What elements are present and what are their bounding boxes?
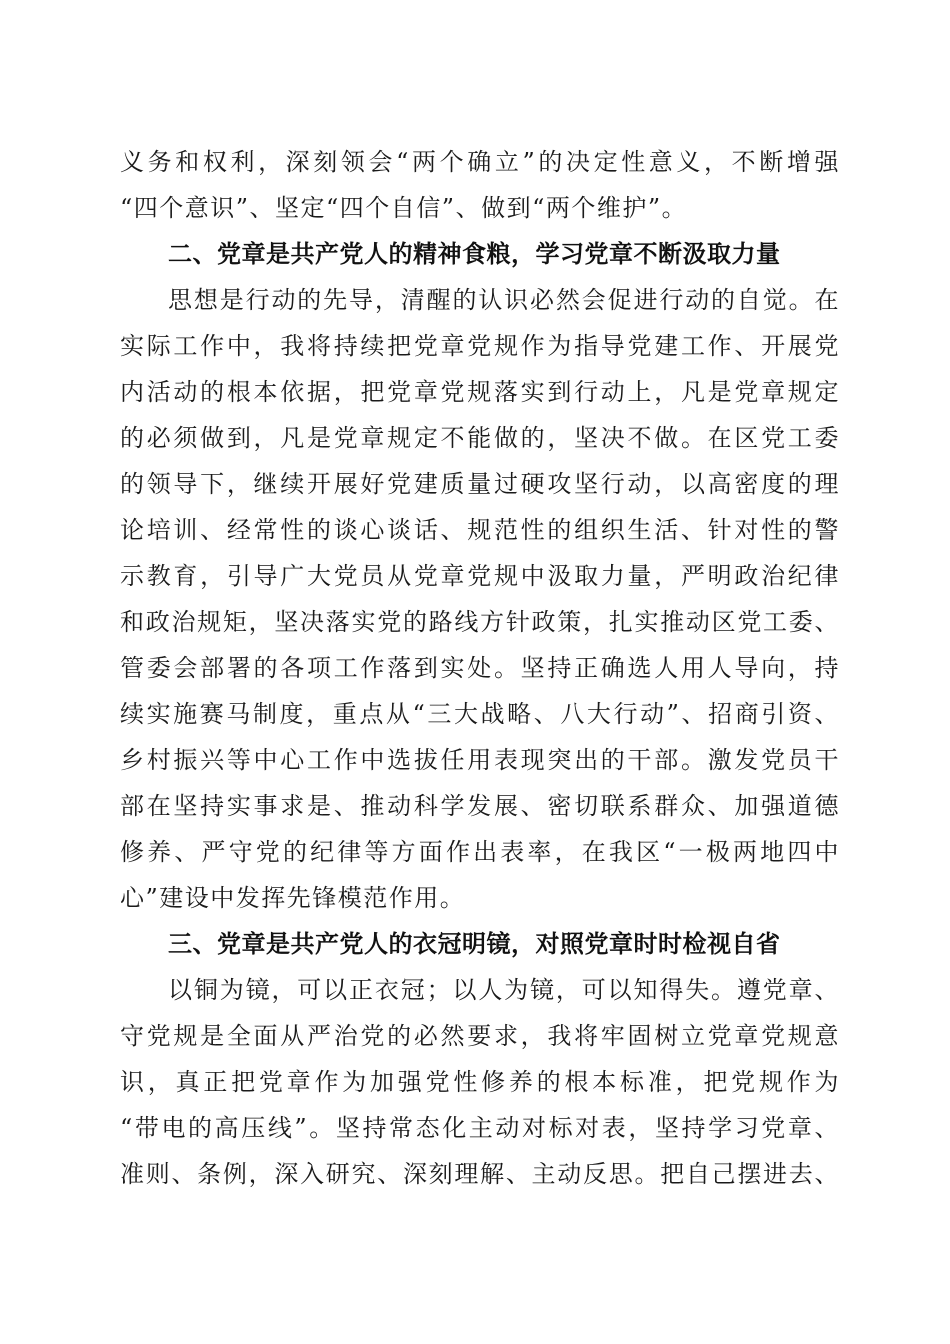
paragraph-line: 修养、严守党的纪律等方面作出表率，在我区“一极两地四中 bbox=[120, 838, 840, 866]
paragraph-line: 乡村振兴等中心工作中选拔任用表现突出的干部。激发党员干 bbox=[120, 746, 840, 774]
paragraph-line: 义务和权利，深刻领会“两个确立”的决定性意义，不断增强 bbox=[120, 148, 840, 176]
paragraph-line: 准则、条例，深入研究、深刻理解、主动反思。把自己摆进去、 bbox=[120, 1160, 840, 1188]
paragraph-line: 示教育，引导广大党员从党章党规中汲取力量，严明政治纪律 bbox=[120, 562, 840, 590]
paragraph-line: “带电的高压线”。坚持常态化主动对标对表，坚持学习党章、 bbox=[120, 1114, 840, 1142]
paragraph-line: 守党规是全面从严治党的必然要求，我将牢固树立党章党规意 bbox=[120, 1022, 840, 1050]
section-heading-3: 三、党章是共产党人的衣冠明镜，对照党章时时检视自省 bbox=[168, 930, 781, 958]
paragraph-line: 以铜为镜，可以正衣冠；以人为镜，可以知得失。遵党章、 bbox=[168, 976, 840, 1004]
paragraph-line: 部在坚持实事求是、推动科学发展、密切联系群众、加强道德 bbox=[120, 792, 840, 820]
paragraph-line: “四个意识”、坚定“四个自信”、做到“两个维护”。 bbox=[120, 194, 688, 222]
paragraph-line: 的领导下，继续开展好党建质量过硬攻坚行动，以高密度的理 bbox=[120, 470, 840, 498]
paragraph-line: 管委会部署的各项工作落到实处。坚持正确选人用人导向，持 bbox=[120, 654, 840, 682]
paragraph-line: 实际工作中，我将持续把党章党规作为指导党建工作、开展党 bbox=[120, 332, 840, 360]
section-heading-2: 二、党章是共产党人的精神食粮，学习党章不断汲取力量 bbox=[168, 240, 781, 268]
paragraph-line: 思想是行动的先导，清醒的认识必然会促进行动的自觉。在 bbox=[168, 286, 840, 314]
paragraph-line: 续实施赛马制度，重点从“三大战略、八大行动”、招商引资、 bbox=[120, 700, 840, 728]
paragraph-line: 和政治规矩，坚决落实党的路线方针政策，扎实推动区党工委、 bbox=[120, 608, 840, 636]
paragraph-line: 论培训、经常性的谈心谈话、规范性的组织生活、针对性的警 bbox=[120, 516, 840, 544]
paragraph-line: 识，真正把党章作为加强党性修养的根本标准，把党规作为 bbox=[120, 1068, 840, 1096]
paragraph-line: 的必须做到，凡是党章规定不能做的，坚决不做。在区党工委 bbox=[120, 424, 840, 452]
paragraph-line: 心”建设中发挥先锋模范作用。 bbox=[120, 884, 466, 912]
paragraph-line: 内活动的根本依据，把党章党规落实到行动上，凡是党章规定 bbox=[120, 378, 840, 406]
